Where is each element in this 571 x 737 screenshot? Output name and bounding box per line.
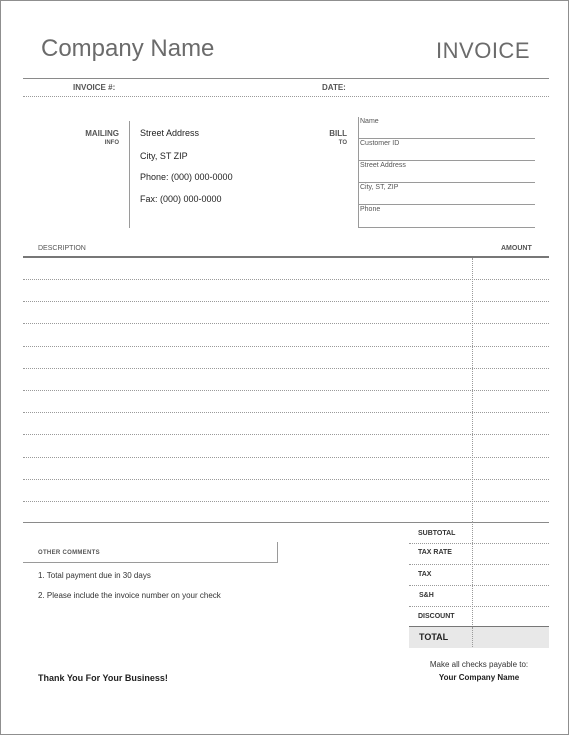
tax-rate-label: TAX RATE (418, 549, 452, 556)
company-name[interactable]: Company Name (41, 35, 215, 62)
item-row[interactable] (23, 434, 549, 435)
bill-to-street[interactable]: Street Address (360, 162, 406, 169)
bill-to-customer-id[interactable]: Customer ID (360, 140, 400, 147)
item-row[interactable] (23, 501, 549, 502)
items-bottom-rule (23, 522, 549, 523)
items-header-rule (23, 256, 549, 258)
mailing-sublabel: INFO (104, 140, 119, 146)
mailing-divider (129, 121, 130, 228)
description-header: DESCRIPTION (38, 245, 86, 252)
mailing-label: MAILING (85, 129, 119, 138)
bill-to-phone[interactable]: Phone (360, 206, 381, 213)
header-rule (23, 78, 549, 79)
thank-you-message: Thank You For Your Business! (38, 673, 168, 683)
item-row[interactable] (23, 412, 549, 413)
bill-to-line (358, 138, 535, 139)
mailing-street[interactable]: Street Address (140, 128, 200, 138)
bill-to-divider (358, 117, 359, 228)
bill-to-line (358, 204, 535, 205)
bill-to-city[interactable]: City, ST, ZIP (360, 184, 399, 191)
total-label: TOTAL (419, 632, 449, 642)
mailing-phone[interactable]: Phone: (000) 000-0000 (140, 172, 233, 182)
mailing-fax[interactable]: Fax: (000) 000-0000 (140, 194, 222, 204)
tax-rule (409, 585, 549, 586)
item-row[interactable] (23, 479, 549, 480)
bill-to-label: BILL (329, 129, 347, 138)
amount-header: AMOUNT (501, 245, 532, 252)
subtotal-rule (409, 543, 549, 544)
bill-to-sublabel: TO (338, 140, 347, 146)
discount-label: DISCOUNT (418, 613, 455, 620)
invoice-title: INVOICE (436, 38, 530, 63)
item-row[interactable] (23, 323, 549, 324)
item-row[interactable] (23, 346, 549, 347)
bill-to-line (358, 182, 535, 183)
comments-box-edge (23, 542, 278, 563)
date-label: DATE: (322, 83, 346, 92)
comments-title: OTHER COMMENTS (38, 550, 100, 556)
item-row[interactable] (23, 390, 549, 391)
bill-to-line (358, 160, 535, 161)
sh-label: S&H (419, 592, 434, 599)
comment-line[interactable]: 1. Total payment due in 30 days (38, 571, 151, 580)
tax-rate-rule (409, 564, 549, 565)
item-row[interactable] (23, 368, 549, 369)
invoice-number-field[interactable] (23, 96, 549, 97)
total-amount-divider (472, 627, 473, 647)
sh-rule (409, 606, 549, 607)
item-row[interactable] (23, 301, 549, 302)
payable-to-line: Make all checks payable to: (429, 660, 529, 669)
subtotal-label: SUBTOTAL (418, 530, 456, 537)
item-row[interactable] (23, 279, 549, 280)
bill-to-name[interactable]: Name (360, 118, 379, 125)
comment-line[interactable]: 2. Please include the invoice number on your check (38, 591, 221, 600)
invoice-number-label: INVOICE #: (73, 83, 116, 92)
tax-label: TAX (418, 571, 432, 578)
mailing-city[interactable]: City, ST ZIP (140, 151, 188, 161)
item-row[interactable] (23, 457, 549, 458)
bill-to-line (358, 227, 535, 228)
payable-to-company[interactable]: Your Company Name (438, 673, 520, 682)
